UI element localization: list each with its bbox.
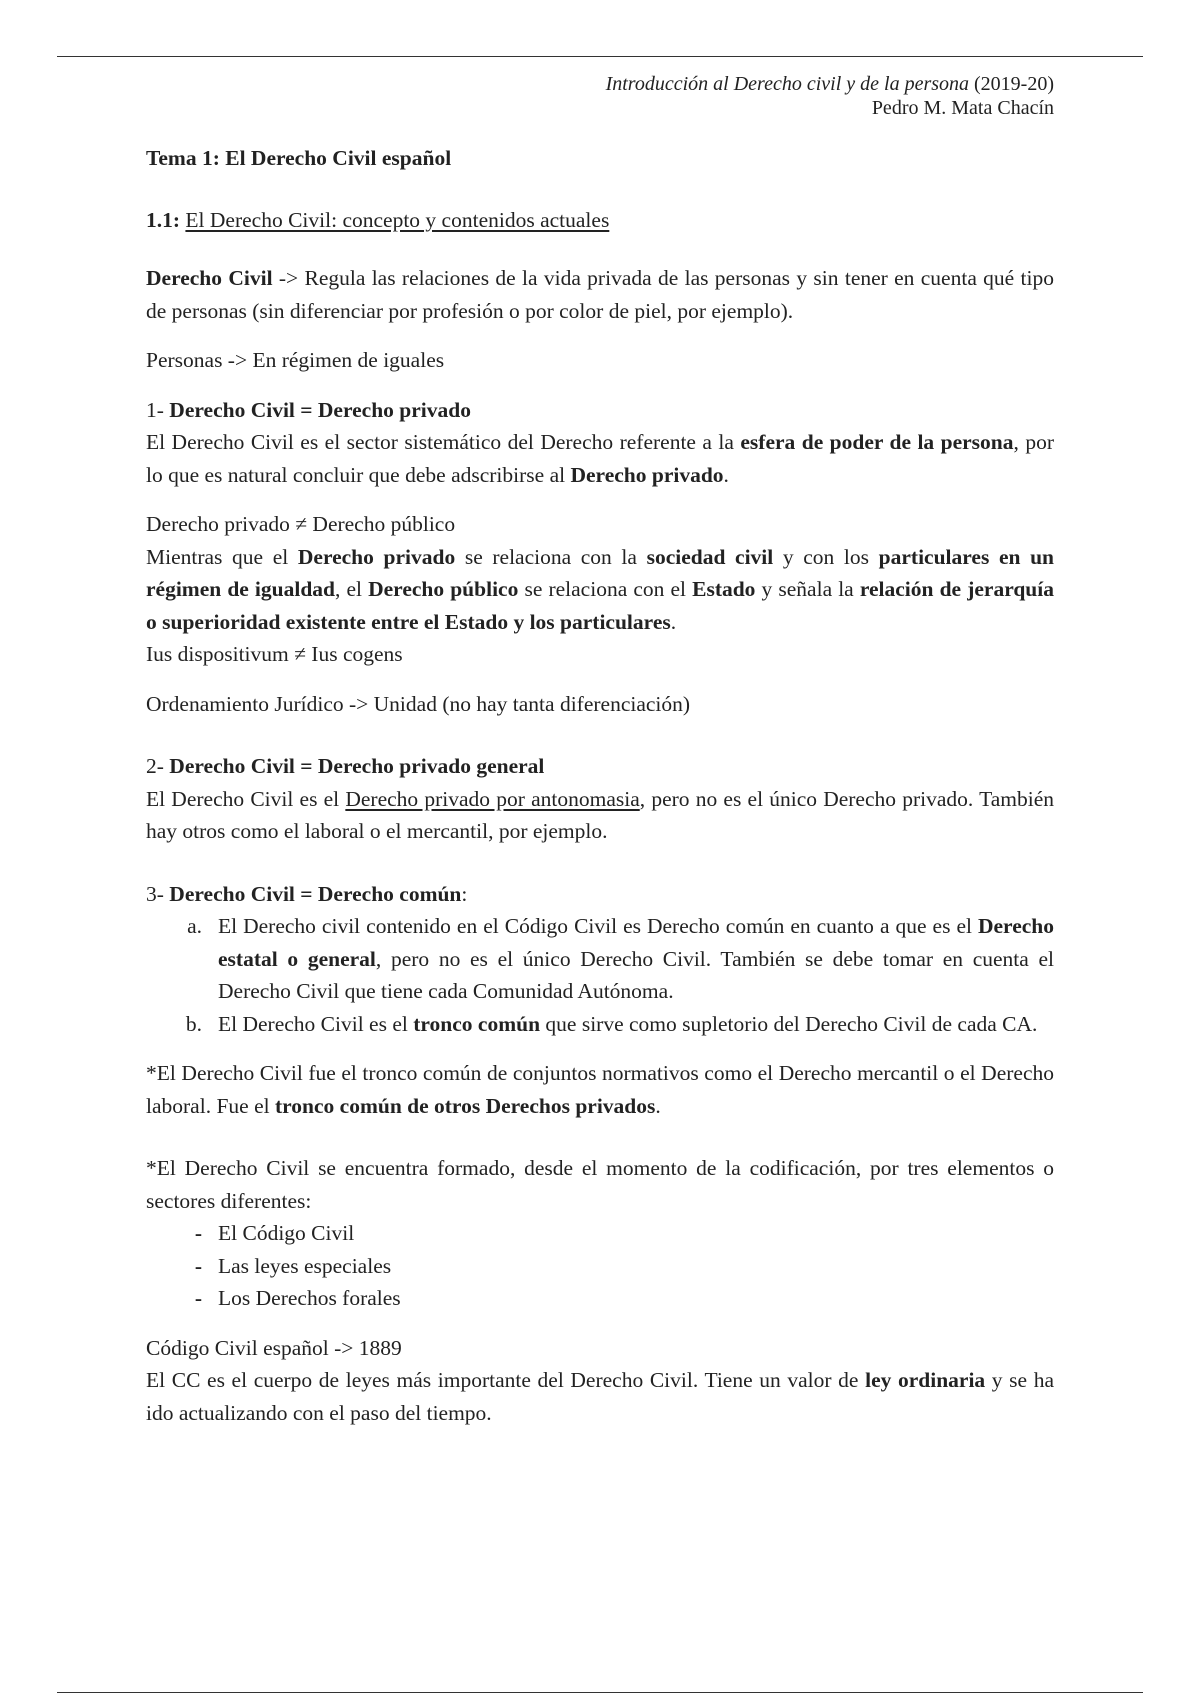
section-number: 1.1: (146, 207, 181, 232)
ordered-list (146, 910, 1054, 1040)
heading-derecho-comun: 3- Derecho Civil = Derecho común: (146, 881, 468, 906)
paragraph-mientras: Mientras que el Derecho privado se relaciona con la sociedad civil y con los particulares en un régimen de igualdad, el Derecho público se relaciona con el Estado y señala la relación de jerarquía o superioridad existente entre el Estado y los particulares. (146, 544, 1054, 634)
paragraph-privado-vs-publico: Derecho privado ≠ Derecho público (146, 512, 456, 536)
list-item: - Las leyes especiales (194, 1253, 392, 1278)
paragraph-codigo-civil-1889: Código Civil español -> 1889 (146, 1335, 402, 1360)
paragraph-personas: Personas -> En régimen de iguales (146, 348, 445, 372)
bullet-list (146, 1217, 1054, 1315)
list-item: b. El Derecho Civil es el tronco común que sirve como supletorio del Derecho Civil de cada CA. (185, 1011, 1038, 1036)
course-year: (2019-20) (974, 73, 1054, 95)
list-item: - Los Derechos forales (194, 1286, 401, 1310)
list-item: - El Código Civil (194, 1221, 355, 1245)
page-header (146, 72, 1054, 120)
paragraph-tronco-comun: *El Derecho Civil fue el tronco común de conjuntos normativos como el Derecho mercantil o el Derecho laboral. Fue el tronco común de otros Derechos privados. (146, 1061, 1054, 1118)
topic-title: Tema 1: El Derecho Civil español (146, 146, 452, 170)
author-name: Pedro M. Mata Chacín (871, 97, 1054, 119)
paragraph-ley-ordinaria: El CC es el cuerpo de leyes más importante del Derecho Civil. Tiene un valor de ley ordinaria y se ha ido actualizando con el paso del tiempo. (146, 1368, 1054, 1425)
paragraph-antonomasia: El Derecho Civil es el Derecho privado por antonomasia, pero no es el único Derecho privado. También hay otros como el laboral o el mercantil, por ejemplo. (146, 786, 1054, 843)
heading-privado-general: 2- Derecho Civil = Derecho privado general (146, 754, 545, 778)
paragraph-ius: Ius dispositivum ≠ Ius cogens (146, 642, 403, 666)
bottom-rule (57, 1692, 1143, 1693)
paragraph-codificacion: *El Derecho Civil se encuentra formado, desde el momento de la codificación, por tres elementos o sectores diferentes: (146, 1156, 1054, 1213)
heading-derecho-privado: 1- Derecho Civil = Derecho privado (146, 397, 471, 422)
top-rule (57, 56, 1143, 57)
section-heading (146, 204, 1054, 237)
section-title: El Derecho Civil: concepto y contenidos actuales (185, 207, 610, 232)
paragraph-derecho-civil: Derecho Civil -> Regula las relaciones de la vida privada de las personas y sin tener en cuenta qué tipo de personas (sin diferenciar por profesión o por color de piel, por ejemplo). (146, 266, 1054, 323)
paragraph-ordenamiento: Ordenamiento Jurídico -> Unidad (no hay tanta diferenciación) (146, 691, 691, 716)
paragraph-esfera-poder: El Derecho Civil es el sector sistemático del Derecho referente a la esfera de poder de la persona, por lo que es natural concluir que debe adscribirse al Derecho privado. (146, 430, 1054, 487)
list-item: a. El Derecho civil contenido en el Código Civil es Derecho común en cuanto a que es el Derecho estatal o general, pero no es el único Derecho Civil. También se debe tomar en cuenta el Derecho Civil que tiene cada Comunidad Autónoma. (187, 914, 1054, 1003)
document-page (146, 72, 1054, 1429)
course-title: Introducción al Derecho civil y de la persona (605, 73, 970, 95)
